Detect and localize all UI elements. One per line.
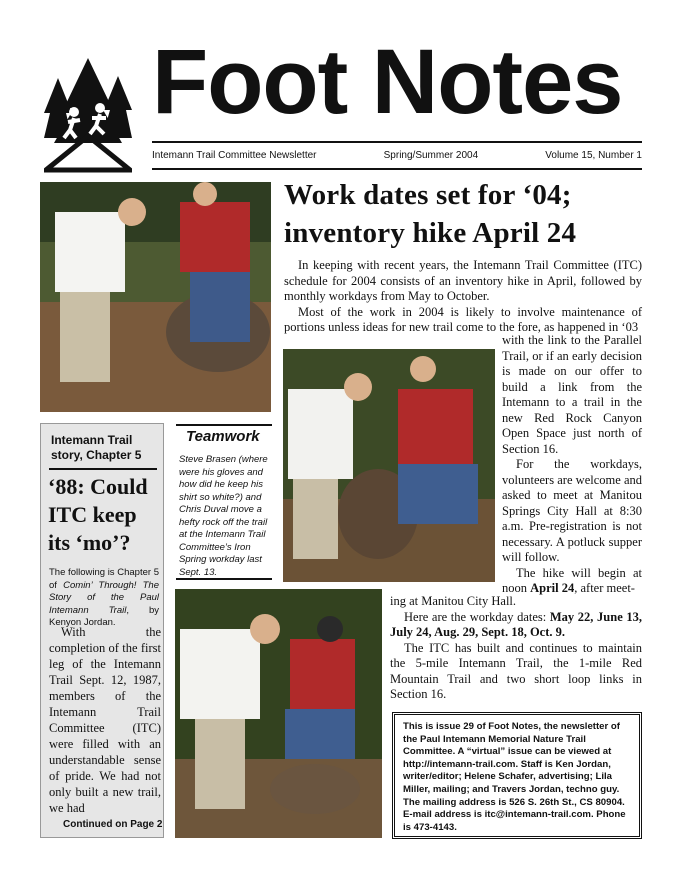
article-paragraph: In keeping with recent years, the Intemann Trail Committee (ITC) schedule for 2004 consists of an inventory hike in April, followed by monthly workdays from May to October. <box>284 258 642 303</box>
masthead-info-bar <box>152 150 642 161</box>
masthead-rule-top <box>152 141 642 143</box>
caption-rule-bottom <box>176 578 272 580</box>
article-paragraph: with the link to the Parallel Trail, or if an early decision is made on our offer to build a link from the Intemann to a trail in the new Red Rock Canyon Open Space just north of Section 16. <box>502 333 642 456</box>
photo-caption: Steve Brasen (where were his gloves and how did he keep his shirt so white?) and Chris Duval move a hefty rock off the trail at the Intemann Trail Committee’s Iron Spring workday last Sept. 13. <box>179 454 268 578</box>
hike-date: April 24 <box>530 581 575 595</box>
sidebar-headline: ‘88: Could ITC keep its ‘mo’? <box>48 474 148 555</box>
newsletter-info-box: This is issue 29 of Foot Notes, the newsletter of the Paul Intemann Memorial Nature Trail Committee. A “virtual” issue can be viewed at http://intemann-trail.com. Staff is Ken Jordan, writer/editor; Helene Schafer, advertising; Lila Miller, mailing; and Travers Jordan, techno guy. The mailing address is 526 S. 26th St., CS 80904. E-mail address is itc@intemann-trail.com. Phone is 473-4143. <box>392 712 642 839</box>
main-article-lower <box>390 594 642 703</box>
newsletter-name: Intemann Trail Committee Newsletter <box>152 150 317 161</box>
article-paragraph: Here are the workday dates: May 22, June 13, July 24, Aug. 29, Sept. 18, Oct. 9. <box>390 609 642 639</box>
sidebar-story <box>40 423 164 838</box>
main-headline: Work dates set for ‘04; inventory hike April 24 <box>284 179 577 249</box>
workday-dates: May 22, June 13, July 24, Aug. 29, Sept. 18, Oct. 9. <box>390 609 642 639</box>
photo-rock-moving-2 <box>283 349 495 582</box>
main-article-column <box>502 333 642 597</box>
photo-rock-moving-3 <box>175 589 382 838</box>
article-paragraph: For the workdays, volunteers are welcome and asked to meet at Manitou Springs City Hall at 8:30 a.m. Pre-registration is not necessary. A potluck supper will follow. <box>502 457 642 564</box>
sidebar-intro: The following is Chapter 5 of Comin’ Through! The Story of the Paul Intemann Trail, by Kenyon Jordan. <box>49 567 160 628</box>
main-article-intro <box>284 258 642 336</box>
article-paragraph: ing at Manitou City Hall. <box>390 594 517 608</box>
issue-season: Spring/Summer 2004 <box>383 150 479 161</box>
continued-on-page-2: Continued on Page 2 <box>63 819 163 830</box>
book-title: Comin’ Through! The Story of the Paul Intemann Trail <box>49 579 159 616</box>
trail-logo <box>44 58 132 176</box>
article-paragraph: The ITC has built and continues to maintain the 5-mile Intemann Trail, the 1-mile Red Mountain Trail and two short loop links in Section 16. <box>390 640 642 701</box>
article-paragraph: The hike will begin at noon April 24, after meet- <box>502 565 642 595</box>
masthead-rule-bottom <box>152 168 642 170</box>
caption-rule-top <box>176 424 272 426</box>
article-paragraph: Most of the work in 2004 is likely to involve maintenance of portions unless ideas for new trail come to the fore, as happened in ‘03 <box>284 304 642 334</box>
caption-title: Teamwork <box>186 428 260 445</box>
photo-rock-moving-1 <box>40 182 271 412</box>
sidebar-body: With the completion of the first leg of the Intemann Trail Sept. 12, 1987, members of the Intemann Trail Committee (ITC) were filled with an understandable sense of pride. We had not only built a new trail, we had <box>49 625 161 815</box>
issue-volume: Volume 15, Number 1 <box>545 150 642 161</box>
masthead-title: Foot Notes <box>152 31 623 133</box>
sidebar-rule <box>49 468 157 470</box>
sidebar-kicker: Intemann Trail story, Chapter 5 <box>51 433 142 462</box>
